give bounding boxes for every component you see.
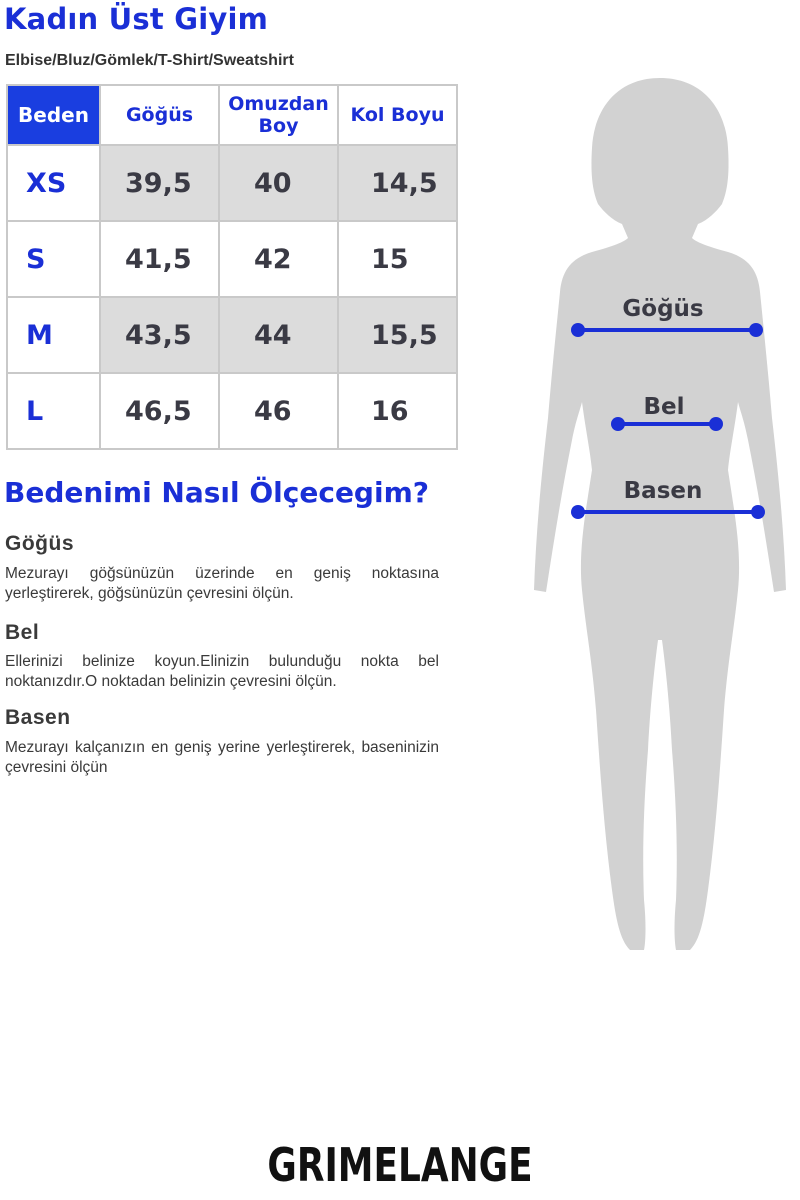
gogus-cell: 41,5 (100, 221, 219, 297)
figure-label-basen: Basen (623, 478, 703, 504)
body-silhouette-figure (520, 70, 800, 990)
size-cell: L (7, 373, 100, 449)
section-text-gogus: Mezurayı göğsünüzün üzerinde en geniş noktasına yerleştirerek, göğsünüzün çevresini ölçün. (5, 565, 439, 602)
column-header-beden: Beden (7, 85, 100, 145)
gogus-measure-dot-right (749, 323, 763, 337)
column-header-gogus: Göğüs (100, 85, 219, 145)
kol-boyu-cell: 15 (338, 221, 457, 297)
basen-measure-dot-right (751, 505, 765, 519)
section-title-gogus: Göğüs (5, 532, 74, 555)
column-header-kol-boyu: Kol Boyu (338, 85, 457, 145)
size-cell: XS (7, 145, 100, 221)
gogus-cell: 39,5 (100, 145, 219, 221)
omuzdan-boy-cell: 44 (219, 297, 338, 373)
measure-guide-heading: Bedenimi Nasıl Ölçecegim? (4, 476, 429, 509)
figure-label-gogus: Göğüs (622, 296, 704, 322)
section-title-bel: Bel (5, 621, 40, 644)
section-text-bel: Ellerinizi belinize koyun.Elinizin bulunduğu nokta bel noktanızdır.O noktadan belinizin çevresini ölçün. (5, 653, 439, 690)
table-row (7, 221, 457, 297)
gogus-cell: 46,5 (100, 373, 219, 449)
figure-label-bel: Bel (643, 394, 685, 420)
table-row (7, 145, 457, 221)
page-title: Kadın Üst Giyim (4, 2, 269, 36)
kol-boyu-cell: 14,5 (338, 145, 457, 221)
page-subtitle: Elbise/Bluz/Gömlek/T-Shirt/Sweatshirt (5, 52, 294, 69)
size-cell: M (7, 297, 100, 373)
section-title-basen: Basen (5, 706, 71, 729)
gogus-cell: 43,5 (100, 297, 219, 373)
brand-logo: GRIMELANGE (267, 1138, 533, 1192)
column-header-omuzdan-boy: Omuzdan Boy (219, 85, 338, 145)
size-chart-table (6, 84, 458, 450)
kol-boyu-cell: 16 (338, 373, 457, 449)
omuzdan-boy-cell: 46 (219, 373, 338, 449)
size-cell: S (7, 221, 100, 297)
table-header-row (7, 85, 457, 145)
bel-measure-dot-left (611, 417, 625, 431)
kol-boyu-cell: 15,5 (338, 297, 457, 373)
basen-measure-dot-left (571, 505, 585, 519)
table-row (7, 297, 457, 373)
omuzdan-boy-cell: 42 (219, 221, 338, 297)
bel-measure-dot-right (709, 417, 723, 431)
section-text-basen: Mezurayı kalçanızın en geniş yerine yerleştirerek, baseninizin çevresini ölçün (5, 739, 439, 776)
gogus-measure-dot-left (571, 323, 585, 337)
table-row (7, 373, 457, 449)
omuzdan-boy-cell: 40 (219, 145, 338, 221)
